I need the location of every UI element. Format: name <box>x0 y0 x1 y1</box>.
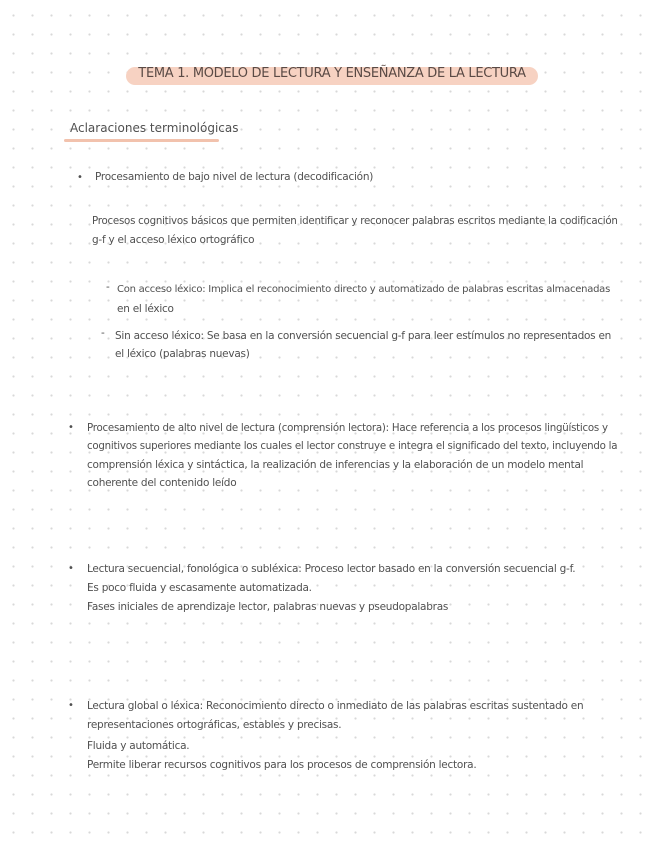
page-title: TEMA 1. MODELO DE LECTURA Y ENSEÑANZA DE LA LECTURA <box>138 66 526 81</box>
item2-line2: cognitivos superiores mediante los cuales el lector construye e integra el significado del texto, incluyendo la <box>87 440 618 452</box>
item4-line1: Lectura global o léxica: Reconocimiento directo o inmediato de las palabras escritas sustentado en <box>87 700 584 712</box>
bullet-icon: • <box>68 563 74 574</box>
item3-line1: Lectura secuencial, fonológica o subléxica: Proceso lector basado en la conversión secuencial g-f. <box>87 563 576 575</box>
item3-line3: Fases iniciales de aprendizaje lector, palabras nuevas y pseudopalabras <box>87 601 449 613</box>
item4-line4: Permite liberar recursos cognitivos para los procesos de comprensión lectora. <box>87 759 477 771</box>
dash-icon: - <box>106 281 110 293</box>
section-heading: Aclaraciones terminológicas <box>70 121 239 135</box>
item1-desc-line1: Procesos cognitivos básicos que permiten identificar y reconocer palabras escritos mediante la codificación <box>92 215 618 227</box>
item2-line4: coherente del contenido leído <box>87 477 237 489</box>
item2-line3: comprensión léxica y sintáctica, la realización de inferencias y la elaboración de un modelo mental <box>87 459 584 471</box>
item1-sub2-line2: el léxico (palabras nuevas) <box>115 348 250 360</box>
item1-sub2-line1: Sin acceso léxico: Se basa en la conversión secuencial g-f para leer estímulos no representados en <box>115 330 612 342</box>
bullet-icon: • <box>68 700 74 711</box>
dash-icon: - <box>101 327 105 339</box>
item2-line1: Procesamiento de alto nivel de lectura (comprensión lectora): Hace referencia a los procesos lingüísticos y <box>87 422 608 434</box>
bullet-icon: • <box>68 422 74 433</box>
heading-underline <box>64 139 219 142</box>
item1-sub1-line2: en el léxico <box>117 303 174 315</box>
item4-line3: Fluida y automática. <box>87 740 190 752</box>
bullet-icon: • <box>77 172 83 183</box>
item1-sub1-line1: Con acceso léxico: Implica el reconocimiento directo y automatizado de palabras escritas almacenadas <box>117 284 611 295</box>
item4-line2: representaciones ortográficas, estables y precisas. <box>87 719 342 731</box>
item1-desc-line2: g-f y el acceso léxico ortográfico <box>92 234 255 246</box>
item1-heading: Procesamiento de bajo nivel de lectura (decodificación) <box>95 171 374 183</box>
item3-line2: Es poco fluida y escasamente automatizada. <box>87 582 312 594</box>
